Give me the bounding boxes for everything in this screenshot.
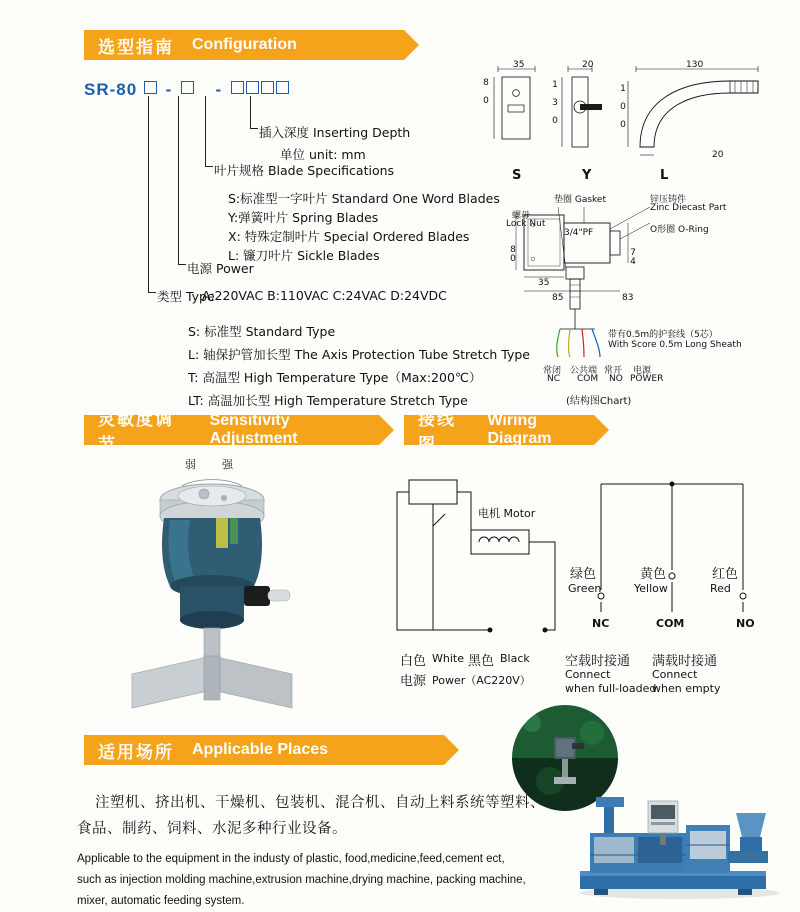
structure-dim-83: 83 — [622, 293, 634, 303]
blade-y-width: 20 — [582, 60, 594, 70]
config-blade-l: L: 镰刀叶片 Sickle Blades — [228, 248, 380, 263]
wiring-black-en: Black — [500, 652, 530, 665]
wiring-empty-cn: 空载时接通 — [565, 654, 631, 669]
blade-l-sub: 20 — [712, 150, 724, 160]
leader-type — [148, 96, 149, 292]
banner-sensitivity-en: Sensitivity Adjustment — [209, 412, 298, 447]
banner-wiring-en: Wiring Diagram — [487, 412, 552, 447]
config-power-options: A:220VAC B:110VAC C:24VAC D:24VDC — [202, 288, 447, 303]
model-box-1 — [144, 81, 157, 94]
structure-gasket-label: 垫圈 Gasket — [554, 195, 606, 205]
wiring-green-en: Green — [568, 582, 602, 595]
model-prefix: SR-80 — [84, 80, 138, 99]
structure-wire-power-en: POWER — [630, 374, 664, 384]
applicable-cn-line1: 注塑机、挤出机、干燥机、包装机、混合机、自动上料系统等塑料、 — [95, 795, 545, 811]
wiring-power-cn: 电源 — [400, 674, 427, 689]
applicable-en-line3: mixer, automatic feeding system. — [77, 895, 245, 907]
wiring-full-en2: when empty — [652, 682, 721, 695]
structure-chart-caption: (结构图Chart) — [566, 396, 632, 407]
config-unit: 单位 unit: mm — [280, 147, 366, 162]
structure-zinc-label: 锌压铸件 — [650, 195, 687, 205]
wiring-com-label: COM — [656, 617, 685, 630]
config-blade-y: Y:弹簧叶片 Spring Blades — [228, 210, 379, 225]
config-type-l: L: 轴保护管加长型 The Axis Protection Tube Stretch Type — [188, 347, 530, 362]
structure-thread-label: 3/4"PF — [564, 228, 594, 238]
model-box-2 — [181, 81, 194, 94]
model-box-6 — [276, 81, 289, 94]
injection-machine-photo — [560, 775, 790, 900]
model-box-4 — [246, 81, 259, 94]
wiring-black-cn: 黑色 — [468, 654, 495, 669]
blade-s-label: S — [512, 168, 522, 183]
wiring-empty-en1: Connect — [565, 668, 611, 681]
model-code — [84, 80, 290, 100]
wiring-nc-label: NC — [592, 617, 610, 630]
banner-configuration — [84, 30, 404, 60]
banner-wiring — [404, 410, 594, 455]
model-box-3 — [231, 81, 244, 94]
structure-wire-com-en: COM — [577, 374, 599, 384]
config-blade-x: X: 特殊定制叶片 Special Ordered Blades — [228, 229, 470, 244]
wiring-yellow-cn: 黄色 — [640, 567, 667, 582]
leader-depth-h — [250, 128, 258, 129]
banner-applicable-cn: 适用场所 — [98, 742, 174, 763]
wiring-yellow-en: Yellow — [634, 582, 668, 595]
leader-power — [178, 96, 179, 264]
wiring-white-en: White — [432, 652, 464, 665]
leader-depth — [250, 96, 251, 128]
blade-figures — [490, 55, 790, 175]
banner-sensitivity-cn: 灵敏度调节 — [98, 410, 174, 455]
wiring-power-en: Power（AC220V） — [432, 674, 531, 687]
blade-l-width: 130 — [686, 60, 704, 70]
wiring-motor-label: 电机 Motor — [478, 507, 536, 520]
structure-cable-cn: 带有0.5m的护套线（5芯） — [608, 330, 718, 340]
wiring-full-cn: 满载时接通 — [652, 654, 718, 669]
banner-wiring-cn: 接线图 — [418, 410, 456, 455]
structure-dim-85: 85 — [552, 293, 564, 303]
config-power: 电源 Power — [187, 261, 254, 276]
structure-dim-74: 74 — [628, 248, 638, 266]
model-box-5 — [261, 81, 274, 94]
leader-power-h — [178, 264, 186, 265]
sensitivity-weak-mark: 弱 — [185, 458, 196, 471]
banner-applicable — [84, 735, 444, 765]
blade-s-width: 35 — [513, 60, 525, 70]
banner-sensitivity — [84, 410, 379, 455]
banner-configuration-en: Configuration — [192, 36, 297, 53]
leader-blade-h — [205, 166, 213, 167]
applicable-en-line1: Applicable to the equipment in the industy of plastic, food,medicine,feed,cement ect, — [77, 853, 505, 865]
wiring-full-en1: Connect — [652, 668, 698, 681]
structure-wire-no-en: NO — [609, 374, 623, 384]
config-type: 类型 Type — [157, 289, 215, 304]
banner-configuration-cn: 选型指南 — [98, 37, 174, 58]
wiring-no-label: NO — [736, 617, 755, 630]
structure-dim-80: 80 — [508, 245, 518, 263]
wiring-red-en: Red — [710, 582, 731, 595]
structure-wire-nc-cn: 常闭 — [543, 366, 562, 376]
config-blade-spec: 叶片规格 Blade Specifications — [214, 163, 395, 178]
wiring-diagram-figure — [395, 470, 785, 650]
structure-wire-com-cn: 公共端 — [570, 366, 598, 376]
structure-lock-nut-cn: 螺母 — [512, 211, 531, 221]
sensitivity-device-photo — [120, 460, 370, 730]
structure-oring-label: O形圈 O-Ring — [650, 225, 709, 235]
blade-l-label: L — [660, 168, 669, 183]
config-blade-s: S:标准型一字叶片 Standard One Word Blades — [228, 191, 500, 206]
structure-lock-nut-en: Lock Nut — [506, 219, 546, 229]
structure-dim-35: 35 — [538, 278, 550, 288]
config-type-lt: LT: 高温加长型 High Temperature Stretch Type — [188, 393, 468, 408]
leader-blade — [205, 96, 206, 166]
model-dash-2: - — [215, 80, 223, 99]
structure-wire-no-cn: 常开 — [604, 366, 623, 376]
blade-y-height: 1 3 0 — [550, 80, 560, 125]
structure-zinc-label-en: Zinc Diecast Part — [650, 203, 727, 213]
sensitivity-strong-mark: 强 — [222, 458, 233, 471]
banner-applicable-en: Applicable Places — [192, 741, 329, 758]
blade-y-label: Y — [582, 168, 592, 183]
applicable-cn-line2: 食品、制药、饲料、水泥多种行业设备。 — [77, 821, 347, 837]
wiring-empty-en2: when full-loaded — [565, 682, 657, 695]
structure-wire-nc-en: NC — [547, 374, 561, 384]
config-type-t: T: 高温型 High Temperature Type（Max:200℃） — [188, 370, 482, 385]
structure-wire-power-cn: 电源 — [633, 366, 652, 376]
blade-s-height: 8 0 — [481, 78, 491, 105]
model-dash-1: - — [165, 80, 173, 99]
applicable-en-line2: such as injection molding machine,extrusion machine,drying machine, packing machine, — [77, 874, 526, 886]
leader-type-h — [148, 292, 156, 293]
config-type-s: S: 标准型 Standard Type — [188, 324, 336, 339]
structure-cable-en: With Score 0.5m Long Sheath — [608, 340, 742, 350]
blade-l-height: 1 0 0 — [618, 84, 628, 129]
wiring-green-cn: 绿色 — [570, 567, 597, 582]
wiring-white-cn: 白色 — [400, 654, 427, 669]
wiring-red-cn: 红色 — [712, 567, 739, 582]
config-insert-depth: 插入深度 Inserting Depth — [259, 125, 411, 140]
